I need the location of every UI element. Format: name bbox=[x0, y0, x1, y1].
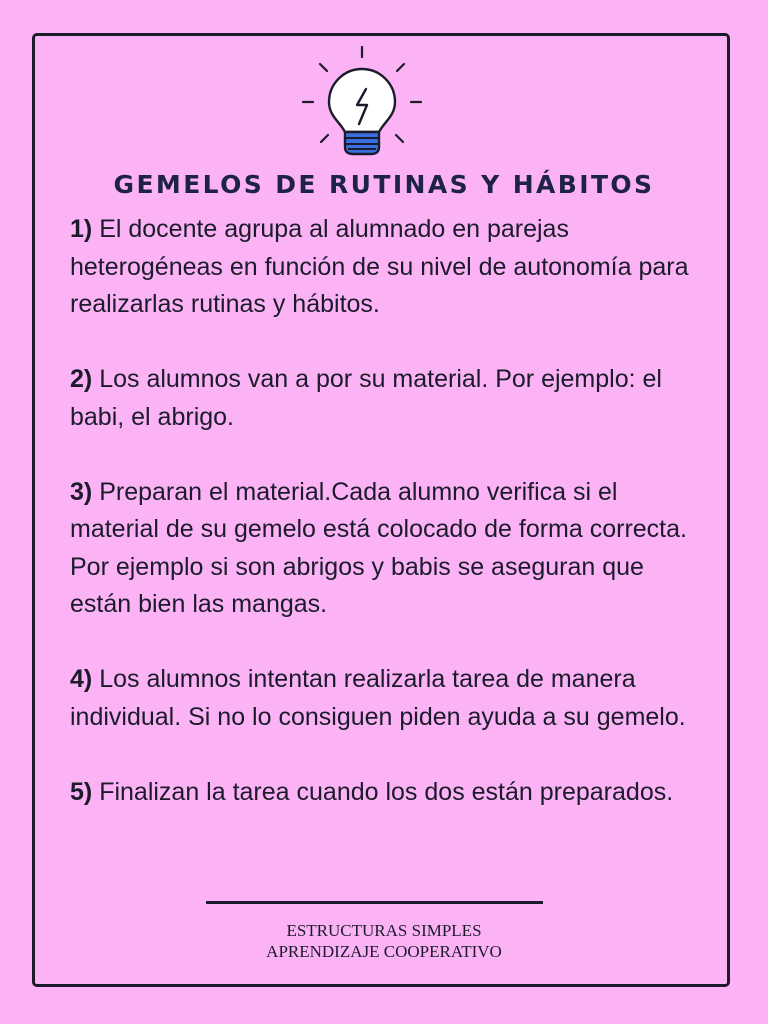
step-text: El docente agrupa al alumnado en parejas heterogéneas en función de su nivel de autonomía para realizarlas rutinas y hábitos. bbox=[70, 215, 689, 318]
step-number: 1) bbox=[70, 215, 93, 243]
step-text: Los alumnos van a por su material. Por ejemplo: el babi, el abrigo. bbox=[70, 365, 662, 431]
step-item bbox=[70, 211, 710, 324]
footer bbox=[0, 920, 768, 962]
step-number: 2) bbox=[70, 365, 93, 393]
step-item bbox=[70, 661, 710, 736]
step-text: Preparan el material.Cada alumno verifica si el material de su gemelo está colocado de forma correcta. Por ejemplo si son abrigos y babis se aseguran que están bien las mangas. bbox=[70, 477, 687, 618]
step-number: 3) bbox=[70, 477, 93, 506]
lightbulb-icon bbox=[299, 44, 427, 160]
footer-line-cooperative: APRENDIZAJE COOPERATIVO bbox=[266, 942, 502, 961]
steps-list bbox=[70, 211, 710, 849]
step-number: 4) bbox=[70, 665, 93, 693]
step-text: Los alumnos intentan realizarla tarea de manera individual. Si no lo consiguen piden ayuda a su gemelo. bbox=[70, 665, 686, 731]
step-number: 5) bbox=[70, 777, 93, 806]
step-text: Finalizan la tarea cuando los dos están preparados. bbox=[99, 777, 674, 806]
step-item bbox=[70, 474, 710, 624]
page-title: GEMELOS DE RUTINAS Y HÁBITOS bbox=[113, 170, 655, 199]
step-item bbox=[70, 774, 710, 812]
footer-divider bbox=[206, 901, 543, 904]
step-item bbox=[70, 361, 710, 436]
footer-line-structures: ESTRUCTURAS SIMPLES bbox=[286, 921, 482, 940]
